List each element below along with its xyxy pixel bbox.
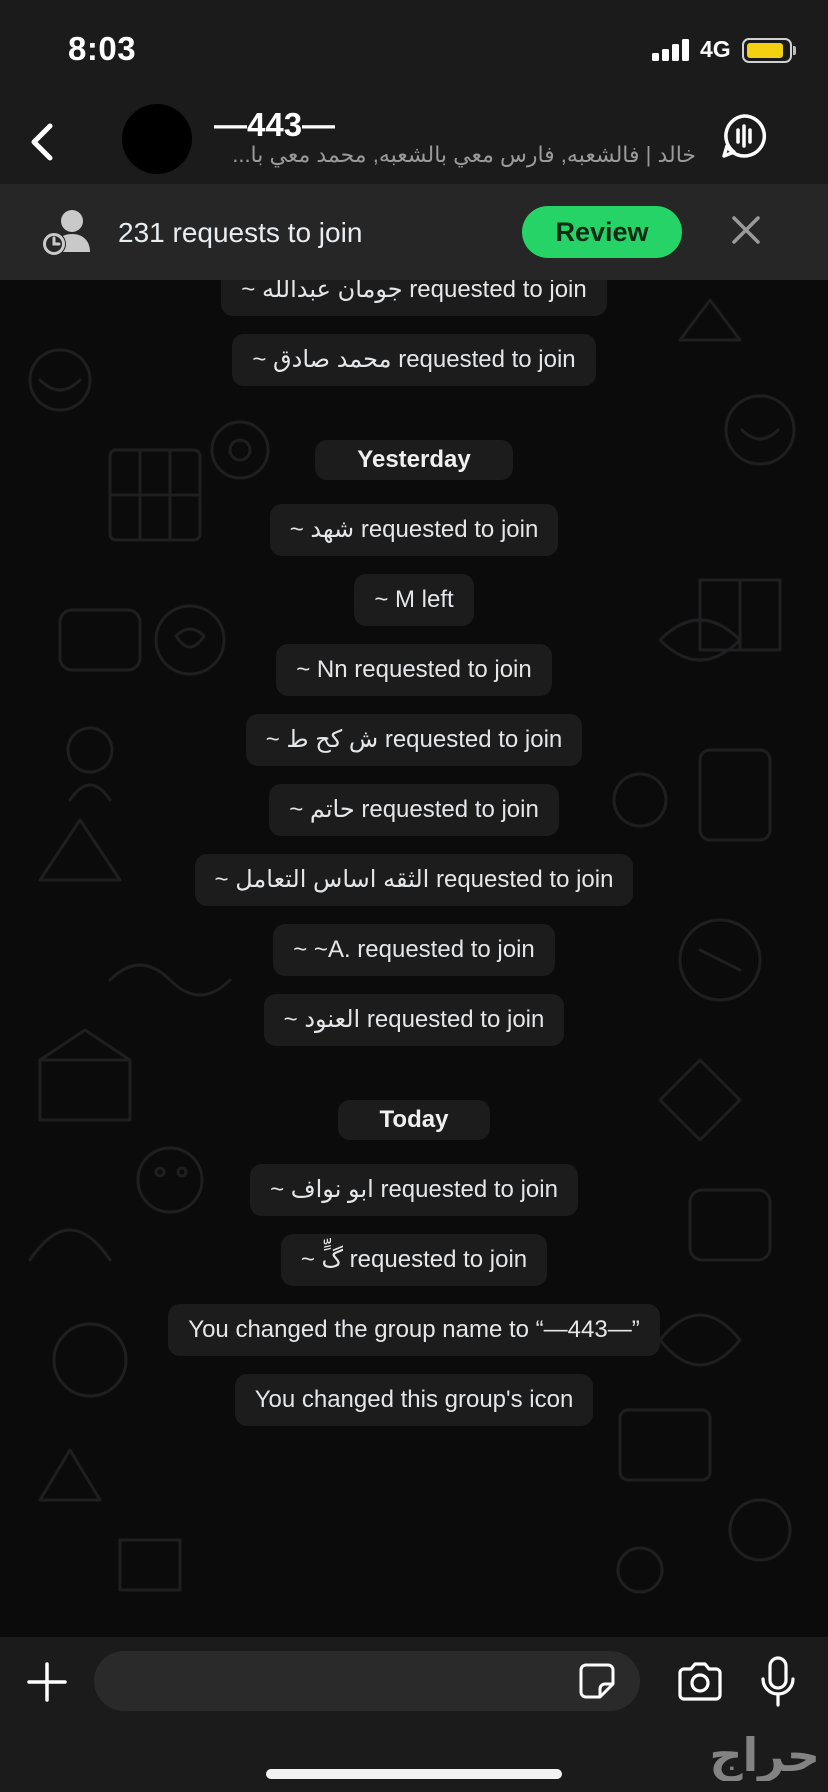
system-message (0, 1164, 828, 1216)
sticker-icon[interactable] (578, 1662, 616, 1700)
microphone-icon[interactable] (758, 1655, 798, 1709)
message-text: ~ حاتم requested to join (269, 784, 559, 836)
home-indicator (266, 1769, 562, 1779)
date-label: Yesterday (315, 440, 512, 480)
system-message (0, 994, 828, 1046)
system-message (0, 644, 828, 696)
message-text: ~ Nn requested to join (276, 644, 552, 696)
message-text: ~ الثقه اساس التعامل requested to join (195, 854, 634, 906)
close-icon[interactable] (728, 212, 764, 248)
status-bar (0, 0, 828, 100)
date-separator (0, 1100, 828, 1140)
system-message (0, 784, 828, 836)
date-separator (0, 440, 828, 480)
message-input[interactable] (94, 1651, 640, 1711)
plus-icon[interactable] (26, 1661, 68, 1703)
group-title[interactable]: —443— (214, 106, 336, 143)
system-message (0, 574, 828, 626)
review-button[interactable]: Review (522, 206, 682, 258)
system-message (0, 714, 828, 766)
message-text: ~ ش كح ط requested to join (246, 714, 583, 766)
group-members[interactable]: خالد | فالشعبه, فارس معي بالشعبه, محمد معي با... (232, 142, 696, 167)
composer-bar (0, 1637, 828, 1792)
camera-icon[interactable] (676, 1661, 724, 1703)
message-text: You changed this group's icon (235, 1374, 594, 1426)
message-text: ~ شهد requested to join (270, 504, 559, 556)
system-message (0, 1374, 828, 1426)
status-time: 8:03 (68, 30, 137, 67)
message-text: ~ M left (354, 574, 473, 626)
watermark-logo (600, 1731, 826, 1781)
system-message (0, 280, 828, 316)
system-message (0, 1234, 828, 1286)
join-requests-banner (0, 184, 828, 280)
voice-chat-icon[interactable] (720, 112, 768, 160)
chat-area[interactable] (0, 280, 828, 1637)
system-message (0, 504, 828, 556)
message-text: You changed the group name to “—443—” (168, 1304, 659, 1356)
battery-icon (742, 38, 792, 63)
message-text: ~ ابو نواف requested to join (250, 1164, 578, 1216)
requests-count: 231 requests to join (118, 217, 363, 248)
system-message (0, 1304, 828, 1356)
svg-text:حراج: حراج (709, 1731, 820, 1781)
system-message (0, 854, 828, 906)
date-label: Today (338, 1100, 491, 1140)
message-text: ~ العنود requested to join (264, 994, 565, 1046)
system-message (0, 924, 828, 976)
message-text: ~ گٍّ requested to join (281, 1234, 547, 1286)
cellular-signal-icon (652, 39, 690, 61)
group-avatar[interactable] (122, 104, 192, 174)
message-text: ~ ~A. requested to join (273, 924, 555, 976)
system-message (0, 334, 828, 386)
chat-header (0, 100, 828, 184)
message-text: ~ جومان عبدالله requested to join (221, 280, 606, 316)
network-type: 4G (700, 36, 731, 62)
pending-requests-icon (40, 206, 96, 258)
chevron-left-icon[interactable] (20, 118, 68, 166)
message-text: ~ محمد صادق requested to join (232, 334, 595, 386)
